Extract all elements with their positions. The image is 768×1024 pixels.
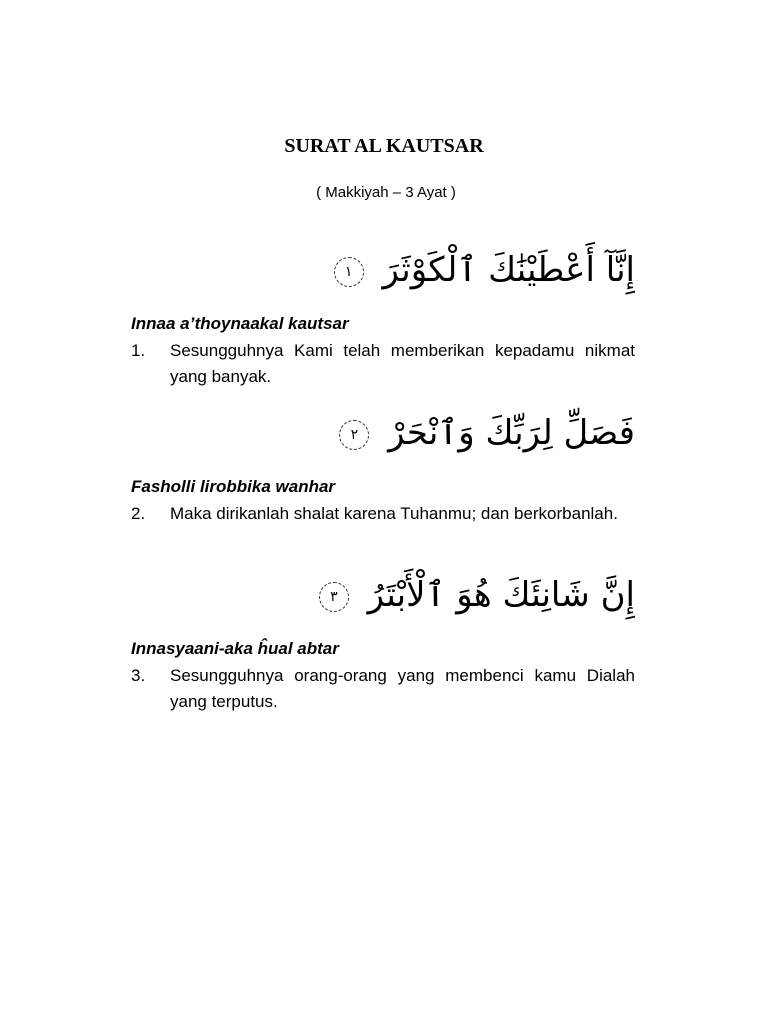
verse-1-arabic: إِنَّآ أَعْطَيْنَٰكَ ٱلْكَوْثَرَ ١ — [131, 245, 635, 295]
item-number: 3. — [131, 666, 146, 685]
item-number: 1. — [131, 341, 146, 360]
ayah-marker-icon: ٣ — [319, 582, 349, 612]
verse-3-transliteration: Innasyaani-aka ĥual abtar — [131, 639, 339, 658]
verse-2-translation — [131, 501, 635, 527]
item-number: 2. — [131, 504, 146, 523]
translation-text: Sesungguhnya Kami telah memberikan kepadamu nikmat yang banyak. — [170, 341, 635, 386]
verse-1-translation — [131, 338, 635, 390]
page-title: SURAT AL KAUTSAR — [284, 135, 484, 157]
ayah-marker-icon: ٢ — [339, 420, 369, 450]
ayah-marker-icon: ١ — [334, 257, 364, 287]
verse-1-transliteration: Innaa a’thoynaakal kautsar — [131, 314, 349, 333]
verse-2-arabic: فَصَلِّ لِرَبِّكَ وَٱنْحَرْ ٢ — [131, 408, 635, 458]
verse-3-arabic: إِنَّ شَانِئَكَ هُوَ ٱلْأَبْتَرُ ٣ — [131, 570, 635, 620]
subtitle: ( Makkiyah – 3 Ayat ) — [316, 184, 456, 201]
verse-2-transliteration: Fasholli lirobbika wanhar — [131, 477, 336, 496]
translation-text: Sesungguhnya orang-orang yang membenci kamu Dialah yang terputus. — [170, 666, 635, 711]
verse-3-translation — [131, 663, 635, 715]
translation-text: Maka dirikanlah shalat karena Tuhanmu; dan berkorbanlah. — [170, 504, 618, 523]
